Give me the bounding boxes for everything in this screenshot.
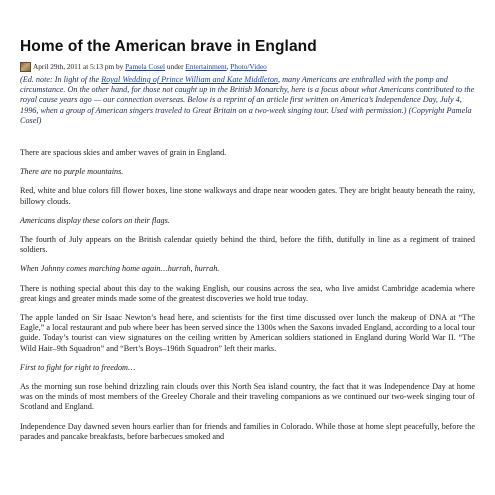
article-title: Home of the American brave in England	[20, 38, 317, 55]
article-meta	[20, 62, 475, 72]
editor-note-suffix: , many Americans are enthralled with the pomp and circumstance. On the other hand, for those not caught up in the British Monarchy, here is a focus about what Americans contributed to the royal cause years ago — our connection overseas. Below is a reprint of an article first written on America’s Independence Day, July 4, 1996, when a group of American singers traveled to Great Britain on a two-week singing tour. Used with permission.) (Copyright Pamela Cosel)	[20, 75, 475, 125]
body-paragraph: The apple landed on Sir Isaac Newton’s head here, and scientists for the first time discussed over lunch the makeup of DNA at “The Eagle,” a local restaurant and pub where beer has been served since the 1300s when the Saxons invaded England, according to a local tour guide. Today’s tourist can view signatures on the ceiling written by American soldiers stationed in England during World War II. “The Wild Hair–9th Squadron” and “Bert’s Boys–196th Squadron” left their marks.	[20, 313, 475, 353]
body-paragraph: Red, white and blue colors fill flower boxes, line stone walkways and drape near wooden gates. They are bright beauty beneath the rainy, billowy clouds.	[20, 186, 475, 206]
author-link[interactable]: Pamela Cosel	[125, 62, 166, 71]
body-paragraph: There are spacious skies and amber waves of grain in England.	[20, 148, 227, 158]
under-label: under	[166, 62, 184, 71]
editor-note-prefix: (Ed. note: In light of the	[20, 75, 100, 84]
body-paragraph: As the morning sun rose behind drizzling rain clouds over this North Sea island country, the fact that it was Independence Day at home was on the minds of most members of the Greeley Chorale and their traveling companions as we continued our two-week singing tour of Scotland and England.	[20, 382, 475, 412]
author-avatar-icon	[20, 62, 31, 72]
italic-subhead: Americans display these colors on their flags.	[20, 215, 170, 225]
body-paragraph: The fourth of July appears on the British calendar quietly behind the third, before the fifth, dutifully in line as a regiment of trained soldiers.	[20, 235, 475, 255]
category-separator: ,	[226, 62, 229, 71]
article-page	[20, 0, 475, 442]
body-paragraph: There is nothing special about this day to the waking English, our cousins across the sea, who live amidst Cambridge academia where great kings and greater minds made some of the greatest discoveries we hold true today.	[20, 283, 475, 303]
category-link-entertainment[interactable]: Entertainment	[185, 62, 227, 71]
italic-subhead: First to fight for right to freedom…	[20, 362, 136, 372]
editor-note	[20, 75, 475, 126]
body-paragraph: Independence Day dawned seven hours earlier than for friends and families in Colorado. While those at home slept peacefully, before the parades and pancake breakfasts, before barbecues smoked and	[20, 421, 475, 441]
category-link-photo-video[interactable]: Photo/Video	[230, 62, 267, 71]
royal-wedding-link[interactable]: Royal Wedding of Prince William and Kate Middleton	[101, 75, 279, 84]
italic-subhead: When Johnny comes marching home again…hurrah, hurrah.	[20, 264, 220, 274]
italic-subhead: There are no purple mountains.	[20, 167, 124, 177]
post-date: April 29th, 2011 at 5:13 pm by	[33, 62, 124, 71]
article-body	[20, 148, 475, 442]
